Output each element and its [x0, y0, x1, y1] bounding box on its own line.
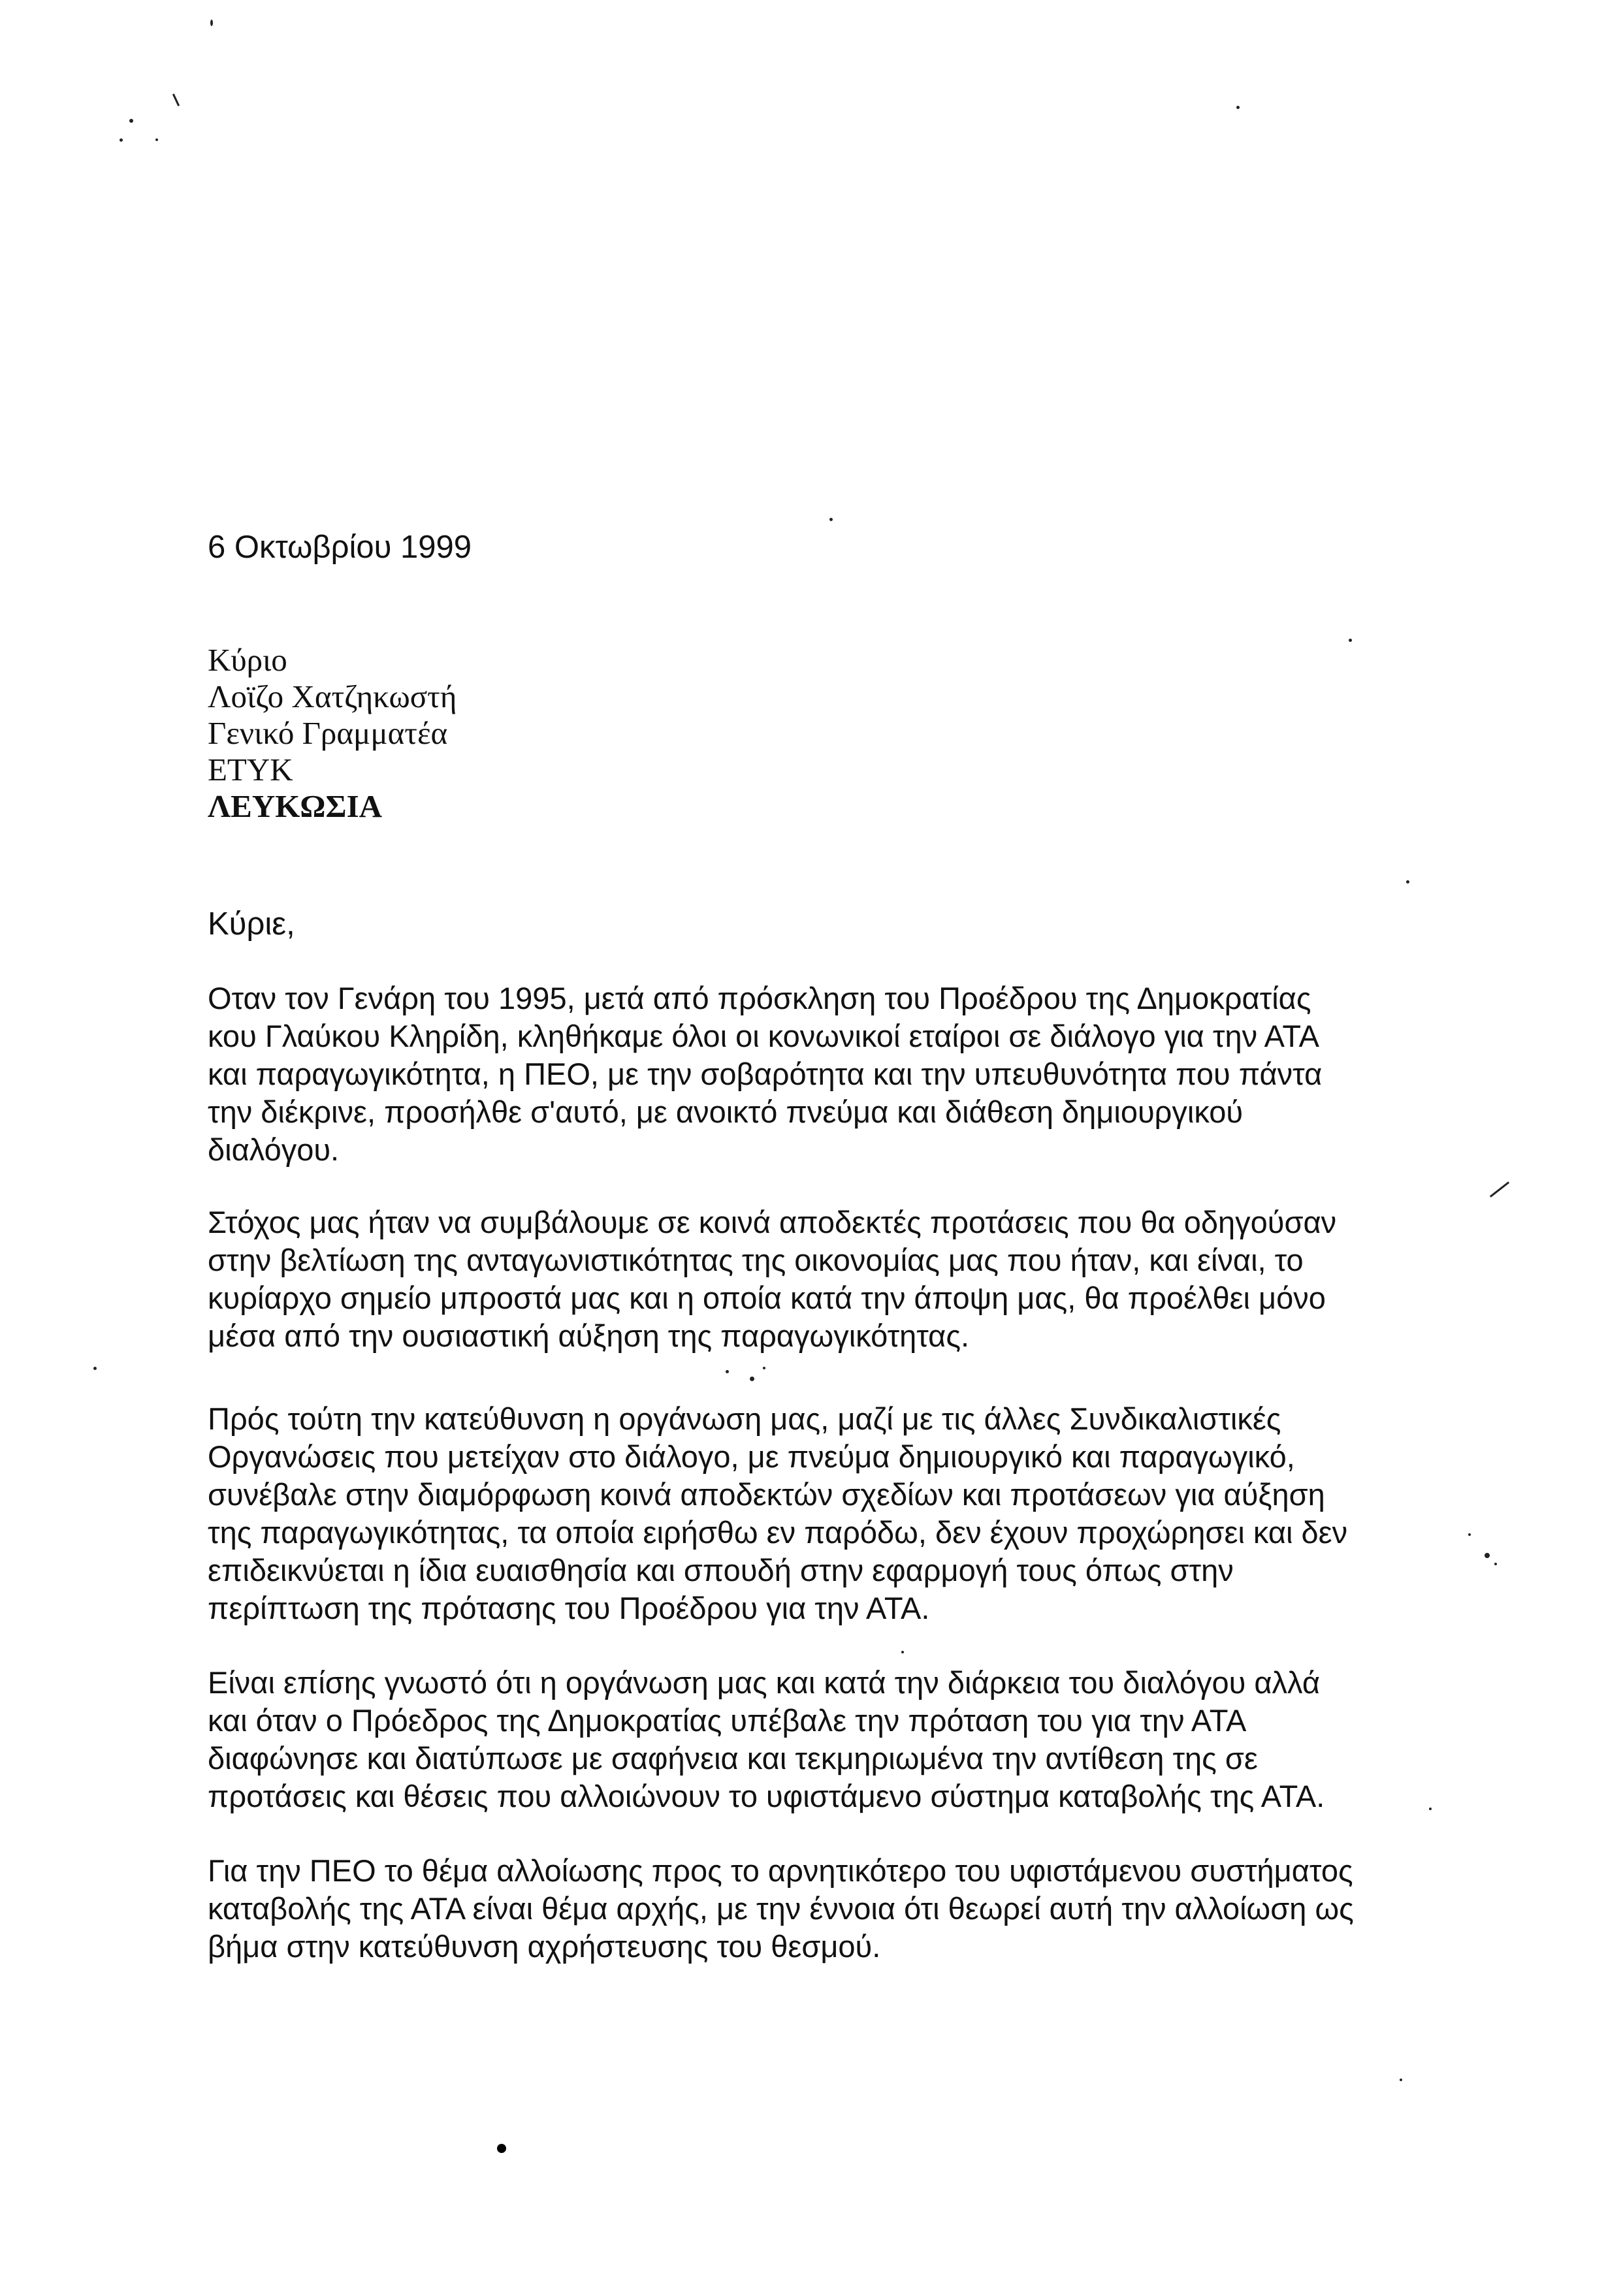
- scan-speck: [1468, 1533, 1471, 1536]
- paragraph-line: κυρίαρχο σημείο μπροστά μας και η οποία κατά την άποψη μας, θα προέλθει μόνο: [208, 1281, 1326, 1315]
- scan-speck: [1494, 1563, 1497, 1565]
- paragraph-line: στην βελτίωση της ανταγωνιστικότητας της οικονομίας μας που ήταν, και είναι, το: [208, 1243, 1304, 1277]
- scan-speck: [763, 1367, 765, 1369]
- scan-speck: [901, 1651, 904, 1653]
- scan-speck: [1400, 2079, 1402, 2081]
- scan-speck: [155, 138, 158, 141]
- scan-speck: [1349, 639, 1352, 642]
- paragraph-line: και όταν ο Πρόεδρος της Δημοκρατίας υπέβαλε την πρόταση του για την ΑΤΑ: [208, 1703, 1247, 1738]
- paragraph-line: προτάσεις και θέσεις που αλλοιώνουν το υφιστάμενο σύστημα καταβολής της ΑΤΑ.: [208, 1779, 1325, 1813]
- scan-mark: [172, 93, 180, 106]
- body-paragraph-2: [208, 1204, 1462, 1355]
- scan-speck: [726, 1370, 729, 1373]
- paragraph-line: της παραγωγικότητας, τα οποία ειρήσθω εν παρόδω, δεν έχουν προχώρησει και δεν: [208, 1515, 1348, 1550]
- paragraph-line: Πρός τούτη την κατεύθυνση η οργάνωση μας, μαζί με τις άλλες Συνδικαλιστικές: [208, 1401, 1281, 1436]
- paragraph-line: βήμα στην κατεύθυνση αχρήστευσης του θεσμού.: [208, 1929, 881, 1964]
- recipient-address: [208, 642, 457, 825]
- scan-speck: [129, 119, 133, 123]
- paragraph-line: Είναι επίσης γνωστό ότι η οργάνωση μας και κατά την διάρκεια του διαλόγου αλλά: [208, 1665, 1321, 1700]
- paragraph-line: συνέβαλε στην διαμόρφωση κοινά αποδεκτών σχεδίων και προτάσεων για αύξηση: [208, 1477, 1325, 1512]
- salutation: Κύριε,: [208, 906, 295, 942]
- body-paragraph-5: [208, 1852, 1462, 1966]
- page-bullet-dot: [497, 2144, 506, 2153]
- recipient-organization: ΕΤΥΚ: [208, 752, 293, 788]
- scan-mark: [1490, 1181, 1509, 1198]
- scan-speck: [829, 518, 833, 521]
- paragraph-line: κου Γλαύκου Κληρίδη, κληθήκαμε όλοι οι κονωνικοί εταίροι σε διάλογο για την ΑΤΑ: [208, 1019, 1320, 1053]
- recipient-name: Λοϊζο Χατζηκωστή: [208, 678, 457, 714]
- paragraph-line: επιδεικνύεται η ίδια ευαισθησία και σπουδή στην εφαρμογή τους όπως στην: [208, 1553, 1234, 1587]
- scan-speck: [93, 1367, 97, 1370]
- scan-speck: [120, 138, 123, 142]
- paragraph-line: Οταν τον Γενάρη του 1995, μετά από πρόσκληση του Προέδρου της Δημοκρατίας: [208, 981, 1311, 1015]
- recipient-city: ΛΕΥΚΩΣΙΑ: [208, 788, 383, 824]
- paragraph-line: καταβολής της ΑΤΑ είναι θέμα αρχής, με την έννοια ότι θεωρεί αυτή την αλλοίωση ως: [208, 1891, 1354, 1926]
- body-paragraph-4: [208, 1664, 1462, 1815]
- scan-speck: [750, 1377, 754, 1381]
- body-paragraph-3: [208, 1400, 1462, 1627]
- paragraph-line: μέσα από την ουσιαστική αύξηση της παραγωγικότητας.: [208, 1318, 970, 1353]
- paragraph-line: διαφώνησε και διατύπωσε με σαφήνεια και τεκμηριωμένα την αντίθεση της σε: [208, 1741, 1258, 1776]
- scan-speck: [210, 20, 213, 26]
- recipient-title: Κύριο: [208, 642, 287, 678]
- scan-speck: [1406, 880, 1409, 884]
- paragraph-line: διαλόγου.: [208, 1132, 340, 1167]
- scan-speck: [1485, 1553, 1490, 1558]
- paragraph-line: Για την ΠΕΟ το θέμα αλλοίωσης προς το αρνητικότερο του υφιστάμενου συστήματος: [208, 1853, 1353, 1888]
- paragraph-line: Στόχος μας ήταν να συμβάλουμε σε κοινά αποδεκτές προτάσεις που θα οδηγούσαν: [208, 1205, 1337, 1239]
- paragraph-line: περίπτωση της πρότασης του Προέδρου για την ΑΤΑ.: [208, 1591, 930, 1625]
- body-paragraph-1: [208, 980, 1462, 1169]
- recipient-position: Γενικό Γραμματέα: [208, 715, 448, 751]
- paragraph-line: την διέκρινε, προσήλθε σ'αυτό, με ανοικτό πνεύμα και διάθεση δημιουργικού: [208, 1094, 1244, 1129]
- scan-speck: [1236, 106, 1240, 109]
- paragraph-line: Οργανώσεις που μετείχαν στο διάλογο, με πνεύμα δημιουργικό και παραγωγικό,: [208, 1439, 1295, 1474]
- paragraph-line: και παραγωγικότητα, η ΠΕΟ, με την σοβαρότητα και την υπευθυνότητα που πάντα: [208, 1057, 1323, 1091]
- letter-date: 6 Οκτωβρίου 1999: [208, 530, 472, 565]
